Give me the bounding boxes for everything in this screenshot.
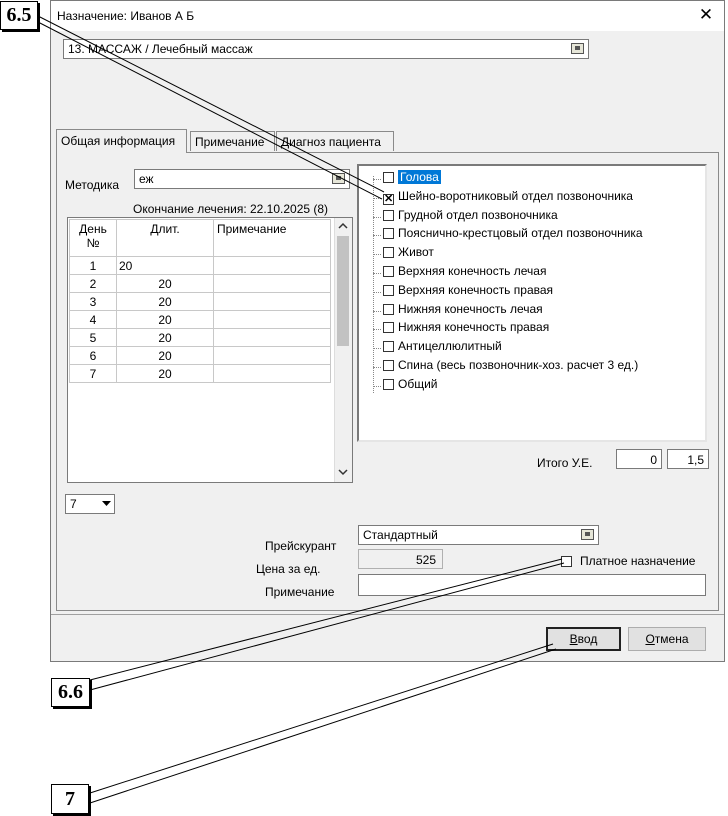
paid-checkbox-label: Платное назначение xyxy=(580,554,696,568)
tree-item-label: Общий xyxy=(398,376,438,391)
totals-label: Итого У.Е. xyxy=(537,456,593,470)
tree-item-label: Голова xyxy=(400,170,439,184)
duration-cell[interactable]: 20 xyxy=(117,365,214,383)
tab-diagnosis-label: Диагноз пациента xyxy=(281,135,381,149)
day-cell: 2 xyxy=(70,275,117,293)
tree-item-label: Шейно-воротниковый отдел позвоночника xyxy=(398,188,633,203)
column-header-note[interactable]: Примечание xyxy=(214,220,331,257)
column-header-duration[interactable]: Длит. xyxy=(117,220,214,257)
cancel-button-hotkey: О xyxy=(645,632,655,646)
tree-item-label: Антицеллюлитный xyxy=(398,339,502,354)
day-cell: 4 xyxy=(70,311,117,329)
tree-item-label: Спина (весь позвоночник-хоз. расчет 3 ед.) xyxy=(398,358,639,372)
tree-item-label: Пояснично-крестцовый отдел позвоночника xyxy=(398,226,643,241)
tab-general-info-label: Общая информация xyxy=(61,134,176,148)
column-header-day-line2: № xyxy=(86,236,100,250)
tree-item-label: Грудной отдел позвоночника xyxy=(398,207,558,222)
tab-general-info[interactable] xyxy=(56,129,187,153)
days-count-value: 7 xyxy=(70,497,77,511)
pricelist-label: Прейскурант xyxy=(265,539,337,553)
cancel-button-label: тмена xyxy=(654,632,689,646)
day-cell: 1 xyxy=(70,257,117,275)
duration-cell-editing[interactable]: 20 xyxy=(117,257,214,275)
service-combo-value: 13. МАССАЖ / Лечебный массаж xyxy=(68,42,253,56)
duration-cell[interactable]: 20 xyxy=(117,293,214,311)
note-label: Примечание xyxy=(265,585,335,599)
ok-button-hotkey: В xyxy=(569,632,578,646)
callout-7: 7 xyxy=(51,784,89,814)
close-icon[interactable]: ✕ xyxy=(698,5,714,24)
checked-checkbox-icon[interactable]: ✕ xyxy=(384,192,394,205)
method-combo-value: еж xyxy=(139,172,154,186)
tree-item-label: Верхняя конечность правая xyxy=(398,282,554,297)
tree-item-label: Верхняя конечность лечая xyxy=(398,264,547,278)
totals-value-2: 1,5 xyxy=(667,449,709,469)
window-title: Назначение: Иванов А Б xyxy=(57,9,195,23)
callout-6-5: 6.5 xyxy=(0,1,38,30)
callout-6-6: 6.6 xyxy=(51,678,90,707)
duration-cell[interactable]: 20 xyxy=(117,275,214,293)
day-cell: 6 xyxy=(70,347,117,365)
duration-cell[interactable]: 20 xyxy=(117,347,214,365)
day-cell: 3 xyxy=(70,293,117,311)
method-label: Методика xyxy=(65,178,120,192)
duration-cell[interactable]: 20 xyxy=(117,311,214,329)
duration-cell[interactable]: 20 xyxy=(117,329,214,347)
day-cell: 7 xyxy=(70,365,117,383)
tree-item-label: Нижняя конечность лечая xyxy=(398,301,543,316)
end-of-treatment-text: Окончание лечения: 22.10.2025 (8) xyxy=(133,202,329,216)
unit-price-label: Цена за ед. xyxy=(256,562,321,576)
tab-note-label: Примечание xyxy=(195,135,265,149)
ok-button-label: вод xyxy=(577,632,598,646)
tree-item-label: Нижняя конечность правая xyxy=(398,320,550,335)
tree-item-label: Живот xyxy=(398,245,434,260)
day-cell: 5 xyxy=(70,329,117,347)
unit-price-value: 525 xyxy=(358,549,443,569)
column-header-day-line1: День xyxy=(79,222,107,236)
pricelist-value: Стандартный xyxy=(363,528,438,542)
totals-value-1: 0 xyxy=(616,449,662,469)
